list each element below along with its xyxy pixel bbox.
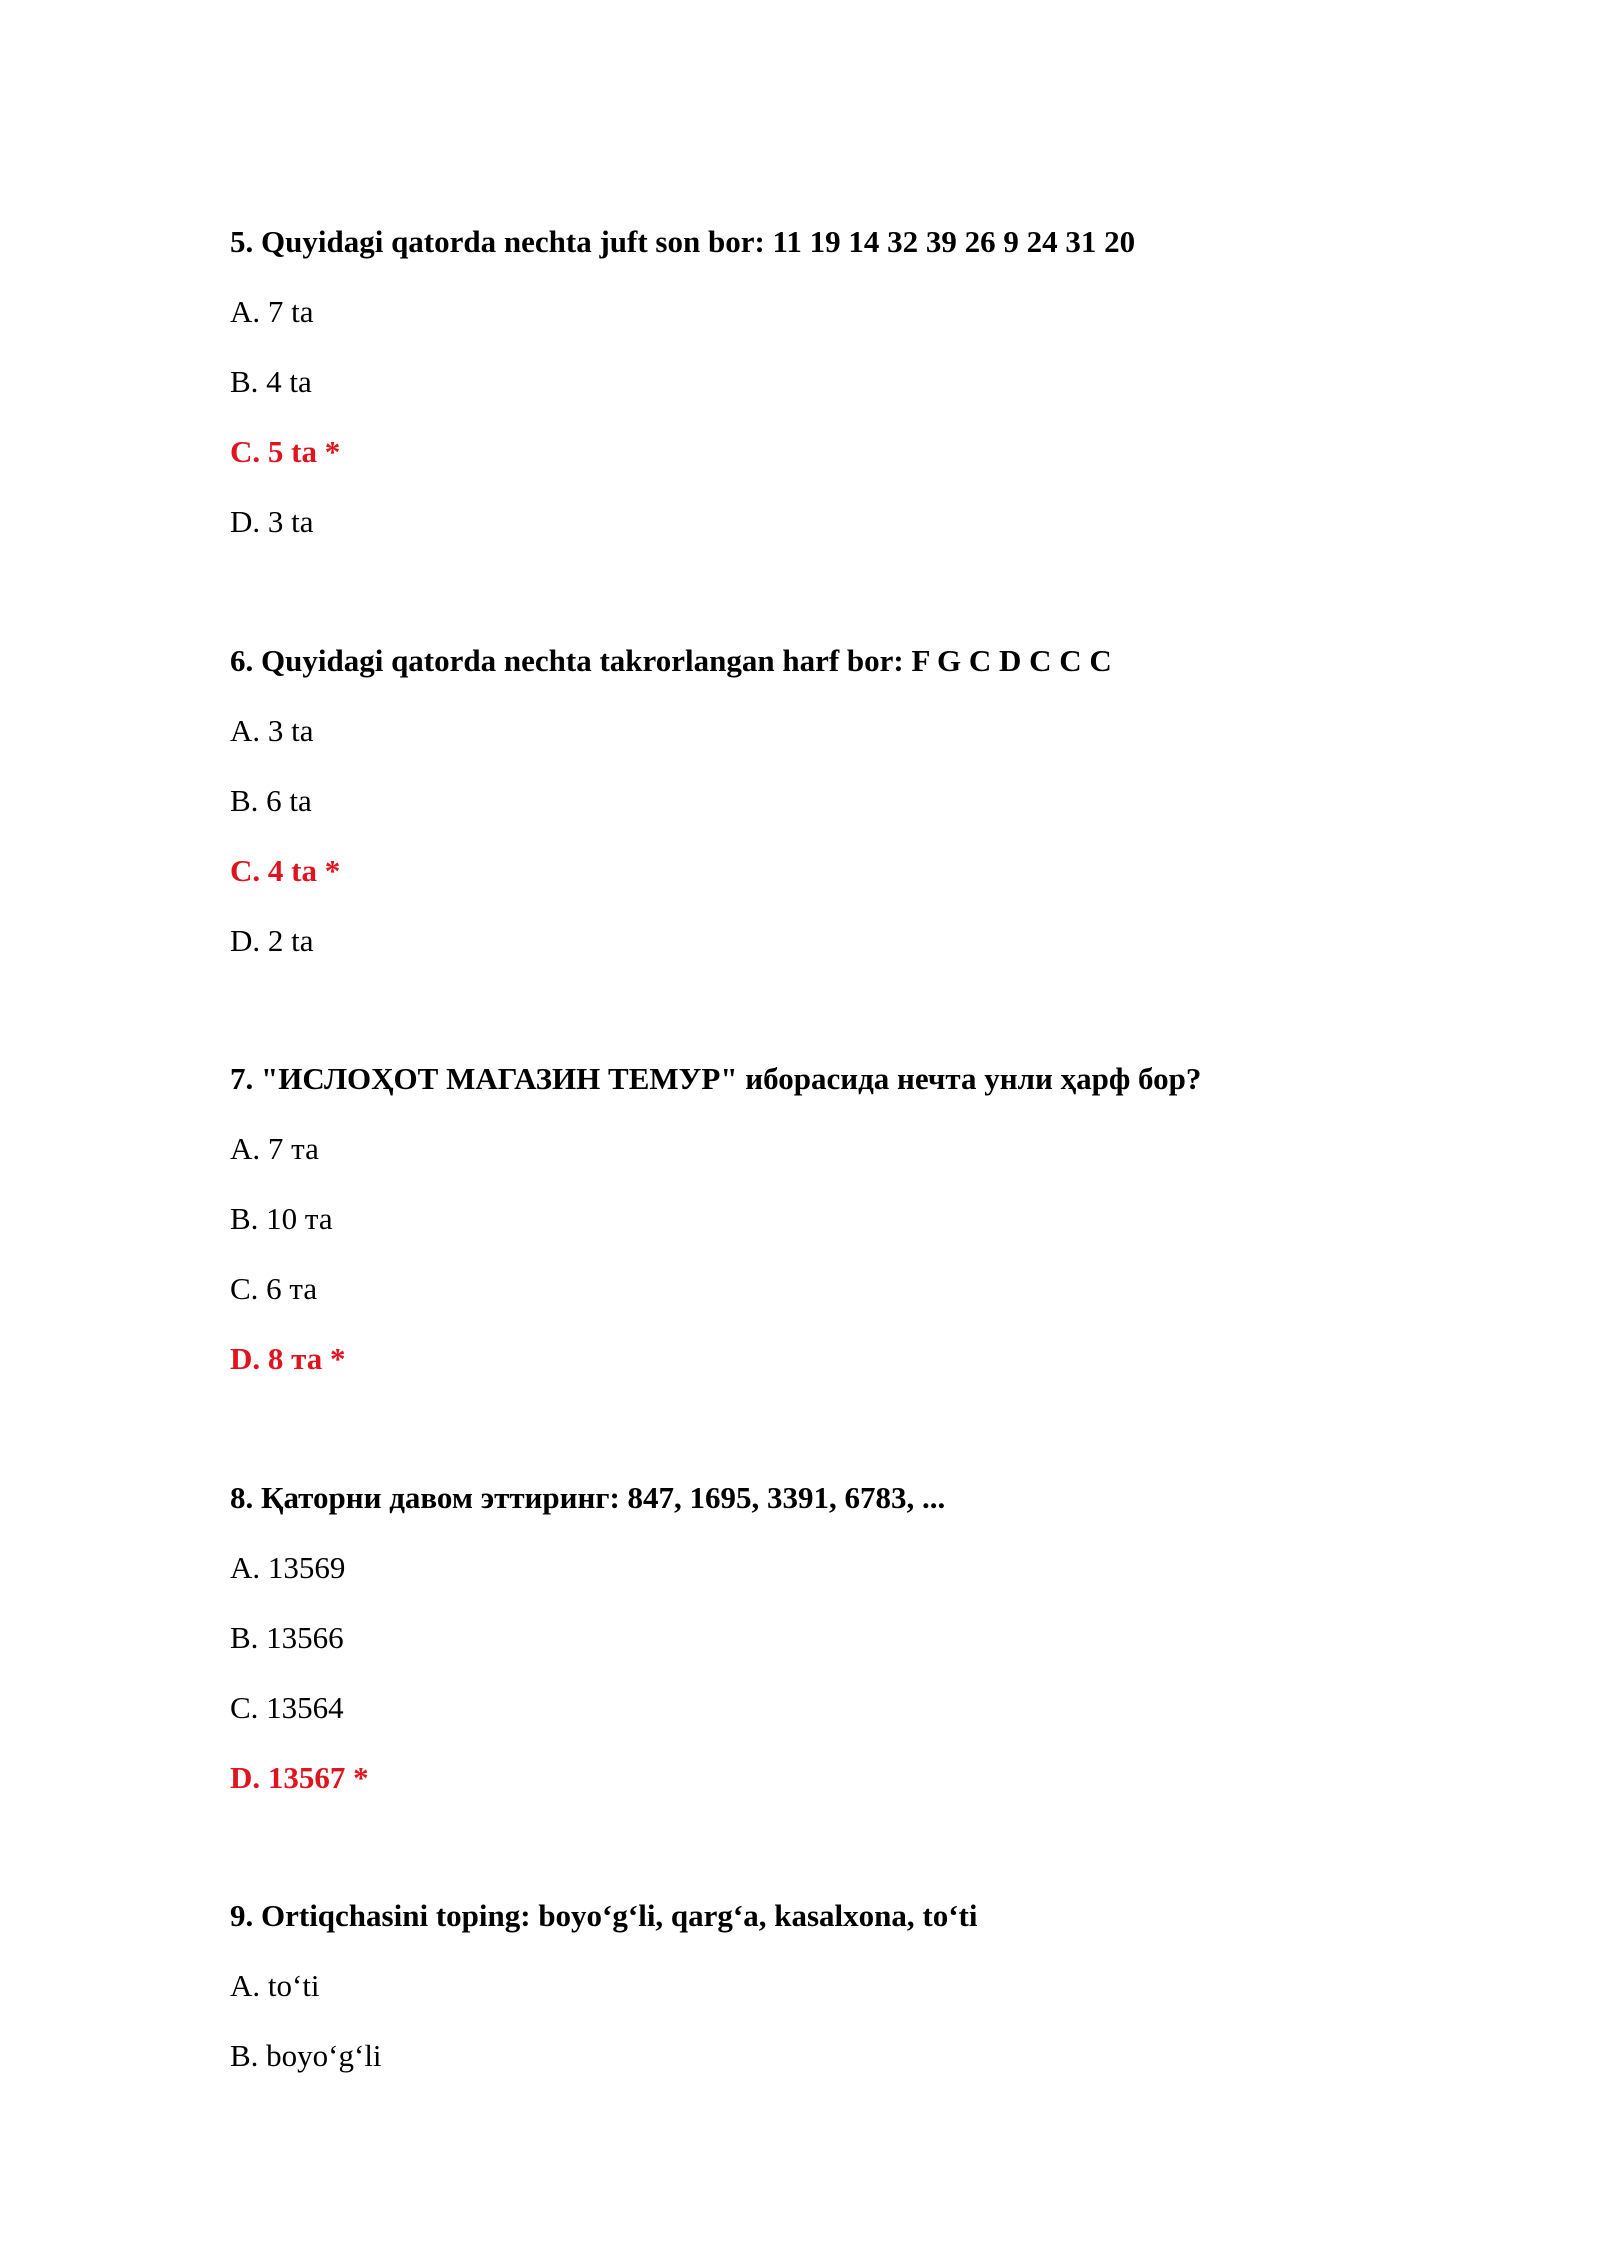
question-text: 8. Қаторни давом эттиринг: 847, 1695, 3391, 6783, ... — [230, 1480, 946, 1515]
option-b: B. 10 та — [230, 1201, 333, 1236]
option-d-correct: D. 8 та * — [230, 1341, 346, 1376]
option-d-correct: D. 13567 * — [230, 1760, 369, 1795]
option-a: A. 3 ta — [230, 713, 314, 748]
option-c: C. 6 та — [230, 1271, 318, 1306]
option-c: C. 13564 — [230, 1690, 344, 1725]
option-b: B. boyo‘g‘li — [230, 2038, 382, 2073]
option-b: B. 4 ta — [230, 364, 312, 399]
option-a: A. to‘ti — [230, 1968, 320, 2003]
question-6 — [230, 641, 1430, 961]
question-9 — [230, 1896, 1430, 2076]
option-a: A. 7 та — [230, 1131, 319, 1166]
option-d: D. 2 ta — [230, 923, 314, 958]
option-c-correct: C. 4 ta * — [230, 853, 341, 888]
question-text: 6. Quyidagi qatorda nechta takrorlangan harf bor: F G C D C C C — [230, 643, 1112, 678]
option-c-correct: C. 5 ta * — [230, 434, 341, 469]
option-b: B. 13566 — [230, 1620, 344, 1655]
option-b: B. 6 ta — [230, 783, 312, 818]
option-a: A. 7 ta — [230, 294, 314, 329]
question-5 — [230, 222, 1430, 542]
question-text: 7. "ИСЛОҲОТ МАГАЗИН ТЕМУР" иборасида нечта унли ҳарф бор? — [230, 1061, 1202, 1096]
question-text: 5. Quyidagi qatorda nechta juft son bor: 11 19 14 32 39 26 9 24 31 20 — [230, 224, 1136, 259]
question-text: 9. Ortiqchasini toping: boyo‘g‘li, qarg‘a, kasalxona, to‘ti — [230, 1898, 978, 1933]
question-8 — [230, 1478, 1430, 1798]
option-a: A. 13569 — [230, 1550, 346, 1585]
question-7 — [230, 1059, 1430, 1379]
option-d: D. 3 ta — [230, 504, 314, 539]
